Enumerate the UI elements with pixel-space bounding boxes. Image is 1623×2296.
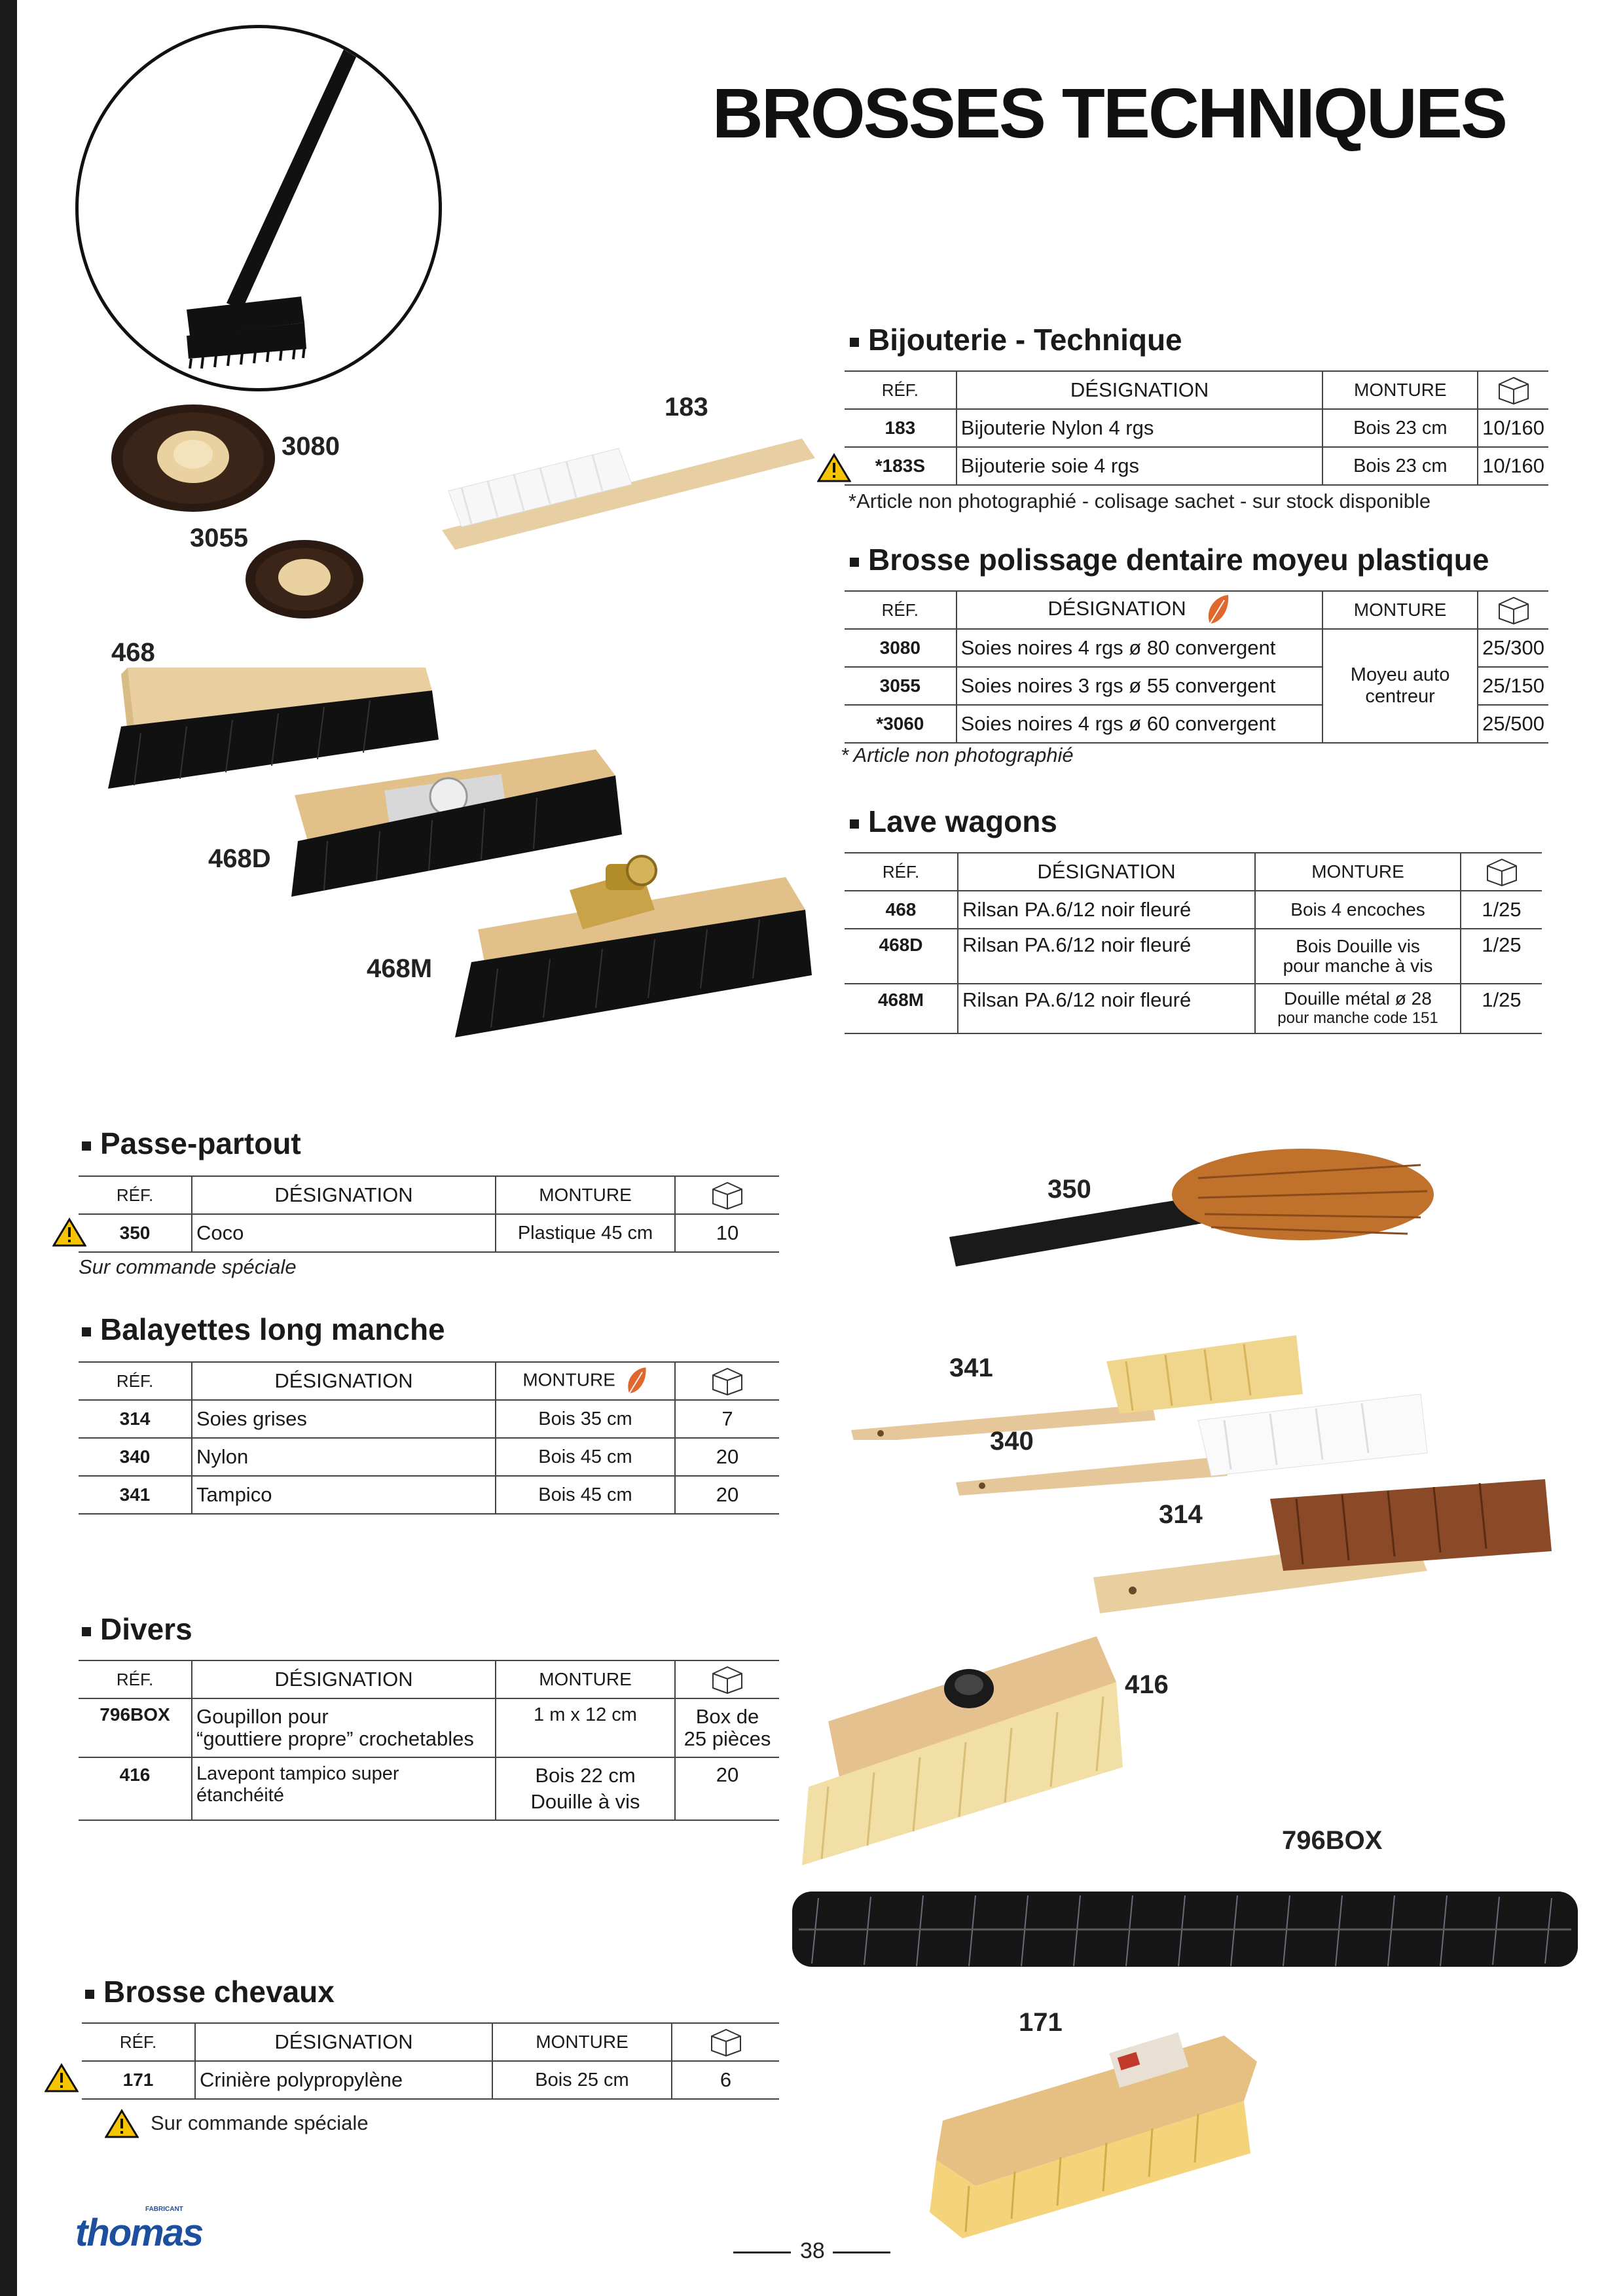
label-183: 183 — [665, 393, 708, 422]
footer-line-right — [833, 2251, 890, 2253]
label-340: 340 — [990, 1427, 1034, 1456]
brand-tag: FABRICANT — [145, 2206, 183, 2213]
broom-icon — [79, 28, 439, 388]
note-chevaux: Sur commande spéciale — [151, 2111, 369, 2134]
page-title: BROSSES TECHNIQUES — [712, 73, 1506, 152]
label-350: 350 — [1048, 1175, 1091, 1204]
product-image-183 — [429, 419, 822, 556]
section-title-dentaire: Brosse polissage dentaire moyeu plastique — [850, 542, 1489, 577]
section-title-lave-wagons: Lave wagons — [850, 804, 1057, 839]
label-416: 416 — [1125, 1670, 1169, 1699]
warning-icon — [105, 2109, 139, 2139]
product-image-171 — [917, 2022, 1270, 2245]
warning-icon — [817, 453, 851, 483]
table-balayettes: RÉF. DÉSIGNATION MONTURE 314 Soies grises Bois 35 cm 7 340 Nylon Bois 45 cm 20 341 Tampico Bois 45 cm 20 — [79, 1361, 779, 1515]
table-row: 468 Rilsan PA.6/12 noir fleuré Bois 4 encoches 1/25 — [845, 891, 1542, 929]
table-lave-wagons: RÉF. DÉSIGNATION MONTURE 468 Rilsan PA.6/12 noir fleuré Bois 4 encoches 1/25 468D Rilsan PA.6/12 noir fleuré Bois Douille vis pour manche à vis 1/25 468M Rilsan PA.6/12 noir fleuré Douille métal ø 28 pour manche code 151 1/25 — [845, 852, 1542, 1034]
section-title-divers: Divers — [82, 1611, 192, 1647]
table-row: 314 Soies grises Bois 35 cm 7 — [79, 1400, 779, 1438]
table-bijouterie — [845, 370, 1548, 486]
table-row: 3055 Soies noires 3 rgs ø 55 convergent 25/150 — [845, 667, 1548, 705]
section-title-balayettes: Balayettes long manche — [82, 1312, 445, 1347]
table-chevaux: RÉF. DÉSIGNATION MONTURE 171 Crinière polypropylène Bois 25 cm 6 — [82, 2022, 779, 2100]
note-bijouterie: *Article non photographié - colisage sachet - sur stock disponible — [848, 490, 1431, 512]
table-row: 796BOX Goupillon pour “gouttiere propre” crochetables 1 m x 12 cm Box de 25 pièces — [79, 1698, 779, 1757]
note-passe-partout: Sur commande spéciale — [79, 1255, 297, 1278]
warning-icon — [45, 2063, 79, 2093]
brand-logo: thomas — [75, 2212, 203, 2254]
table-row: 341 Tampico Bois 45 cm 20 — [79, 1476, 779, 1514]
leaf-icon — [625, 1366, 648, 1396]
box-icon — [1495, 595, 1532, 625]
table-row: 416 Lavepont tampico super étanchéité Bois 22 cm Douille à vis 20 — [79, 1757, 779, 1820]
table-row: 468D Rilsan PA.6/12 noir fleuré Bois Douille vis pour manche à vis 1/25 — [845, 929, 1542, 984]
box-icon — [1484, 857, 1520, 887]
label-3055: 3055 — [190, 524, 248, 552]
product-image-468M — [445, 851, 812, 1041]
table-row: *183S Bijouterie soie 4 rgs Bois 23 cm 10/160 — [845, 447, 1548, 485]
section-title-chevaux: Brosse chevaux — [85, 1974, 335, 2009]
box-icon — [709, 1180, 746, 1210]
label-171: 171 — [1019, 2008, 1063, 2037]
section-title-passe-partout: Passe-partout — [82, 1126, 301, 1161]
th-pack — [1478, 371, 1548, 409]
product-image-314 — [1087, 1473, 1558, 1617]
box-icon — [1495, 375, 1532, 405]
table-row: 340 Nylon Bois 45 cm 20 — [79, 1438, 779, 1476]
box-icon — [709, 1664, 746, 1695]
th-designation: DÉSIGNATION — [957, 371, 1323, 409]
label-314: 314 — [1159, 1500, 1203, 1529]
label-468M: 468M — [367, 954, 433, 983]
product-image-416 — [782, 1623, 1149, 1872]
broom-illustration — [75, 25, 442, 391]
th-ref: RÉF. — [845, 371, 957, 409]
label-468: 468 — [111, 638, 155, 667]
left-sidebar-bar — [0, 0, 17, 2296]
label-341: 341 — [949, 1354, 993, 1382]
product-image-3055 — [242, 537, 367, 622]
product-image-796BOX — [779, 1872, 1591, 1990]
table-passe-partout: RÉF. DÉSIGNATION MONTURE 350 Coco Plastique 45 cm 10 — [79, 1175, 779, 1253]
th-monture: MONTURE — [1322, 371, 1478, 409]
note-dentaire: * Article non photographié — [841, 744, 1074, 766]
box-icon — [709, 1366, 746, 1396]
label-796BOX: 796BOX — [1282, 1826, 1383, 1855]
table-row: 3080 Soies noires 4 rgs ø 80 convergent Moyeu auto centreur 25/300 — [845, 629, 1548, 667]
page-number: 38 — [800, 2238, 825, 2263]
warning-icon — [52, 1217, 86, 1247]
table-row: 350 Coco Plastique 45 cm 10 — [79, 1214, 779, 1252]
table-row: 468M Rilsan PA.6/12 noir fleuré Douille métal ø 28 pour manche code 151 1/25 — [845, 984, 1542, 1033]
dentaire-monture: Moyeu auto centreur — [1322, 629, 1478, 743]
table-row: *3060 Soies noires 4 rgs ø 60 convergent 25/500 — [845, 705, 1548, 743]
section-title-bijouterie: Bijouterie - Technique — [850, 322, 1182, 357]
label-3080: 3080 — [282, 432, 340, 461]
table-divers: RÉF. DÉSIGNATION MONTURE 796BOX Goupillon pour “gouttiere propre” crochetables 1 m x 12 cm Box de 25 pièces 416 Lavepont tampico super étanchéité Bois 22 cm Douille à vis 20 — [79, 1660, 779, 1821]
table-row: 183 Bijouterie Nylon 4 rgs Bois 23 cm 10/160 — [845, 409, 1548, 447]
label-468D: 468D — [208, 844, 271, 873]
table-row: 171 Crinière polypropylène Bois 25 cm 6 — [82, 2061, 779, 2099]
table-dentaire: RÉF. DÉSIGNATION MONTURE 3080 Soies noires 4 rgs ø 80 convergent Moyeu auto centreur 25/300 3055 Soies noires 3 rgs ø 55 convergent 25/150 *3060 Soies noires 4 rgs ø 60 convergent 25/500 — [845, 590, 1548, 744]
product-image-3080 — [108, 399, 285, 517]
box-icon — [708, 2027, 744, 2057]
footer-line-left — [733, 2251, 791, 2253]
leaf-icon — [1205, 594, 1231, 626]
product-image-350 — [936, 1139, 1447, 1283]
